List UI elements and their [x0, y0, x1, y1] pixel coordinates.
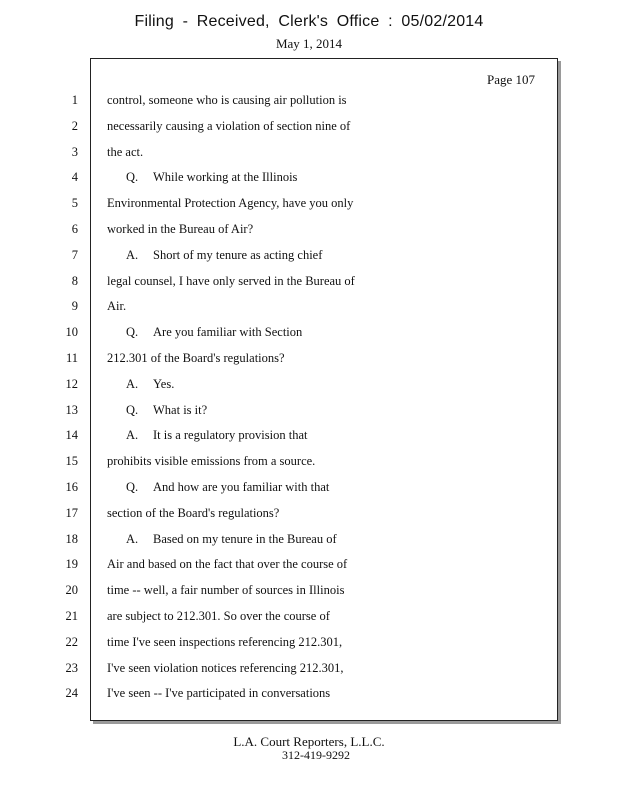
- speaker-marker: A.: [126, 428, 139, 443]
- transcript-line: [107, 165, 547, 191]
- line-text: control, someone who is causing air pollution is: [107, 93, 347, 107]
- line-number: 24: [65, 686, 78, 701]
- line-text: time I've seen inspections referencing 212.301,: [107, 634, 343, 649]
- line-number: 13: [65, 402, 78, 417]
- line-number: 1: [71, 93, 78, 107]
- line-text: are subject to 212.301. So over the course of: [107, 608, 330, 623]
- line-number: 19: [65, 557, 78, 572]
- line-number: 8: [71, 273, 78, 288]
- line-number: 4: [71, 170, 78, 185]
- transcript-line: [107, 423, 547, 449]
- line-text: Are you familiar with Section: [153, 325, 303, 340]
- line-text: Environmental Protection Agency, have you only: [107, 196, 354, 211]
- transcript-line: [107, 269, 547, 295]
- line-text: Yes.: [153, 376, 175, 391]
- line-text: 212.301 of the Board's regulations?: [107, 350, 285, 365]
- transcript-line: [107, 475, 547, 501]
- transcript-line: [107, 578, 547, 604]
- transcript-line: [107, 604, 547, 630]
- line-number: 20: [65, 583, 78, 598]
- transcript-line: [107, 140, 547, 166]
- line-number: 3: [71, 144, 78, 159]
- line-number: 6: [71, 221, 78, 236]
- line-text: And how are you familiar with that: [153, 479, 330, 494]
- transcript-line: [107, 501, 547, 527]
- line-text: the act.: [107, 144, 144, 159]
- line-number-column: [0, 88, 86, 707]
- line-number: 12: [65, 376, 78, 391]
- line-text: Based on my tenure in the Bureau of: [153, 531, 337, 546]
- speaker-marker: Q.: [126, 402, 139, 417]
- line-text: Short of my tenure as acting chief: [153, 247, 323, 262]
- transcript-line: [107, 243, 547, 269]
- line-text: prohibits visible emissions from a source.: [107, 454, 316, 469]
- transcript-line: [107, 346, 547, 372]
- line-number: 14: [65, 428, 78, 443]
- speaker-marker: A.: [126, 376, 139, 391]
- line-text: I've seen violation notices referencing 212.301,: [107, 660, 344, 675]
- transcript-line: [107, 630, 547, 656]
- line-number: 11: [65, 350, 78, 365]
- transcript-line: [107, 398, 547, 424]
- court-reporter-phone: 312-419-9292: [282, 748, 350, 762]
- filing-stamp: Filing - Received, Clerk's Office : 05/02/2014: [134, 13, 484, 30]
- transcript-line: [107, 88, 547, 114]
- line-number: 2: [71, 118, 78, 133]
- line-number: 9: [71, 299, 78, 314]
- transcript-text: [107, 88, 547, 707]
- transcript-line: [107, 191, 547, 217]
- speaker-marker: Q.: [126, 170, 139, 185]
- line-text: It is a regulatory provision that: [153, 428, 308, 443]
- transcript-line: [107, 552, 547, 578]
- line-number: 23: [65, 660, 78, 675]
- line-text: time -- well, a fair number of sources in Illinois: [107, 583, 345, 598]
- line-number: 17: [65, 505, 78, 520]
- speaker-marker: Q.: [126, 325, 139, 340]
- transcript-line: [107, 320, 547, 346]
- hearing-date: May 1, 2014: [275, 36, 343, 51]
- line-text: section of the Board's regulations?: [107, 505, 280, 520]
- line-text: While working at the Illinois: [153, 170, 298, 185]
- line-text: I've seen -- I've participated in conversations: [107, 686, 331, 701]
- transcript-line: [107, 294, 547, 320]
- transcript-line: [107, 527, 547, 553]
- line-number: 10: [65, 325, 78, 340]
- line-text: Air.: [107, 299, 127, 314]
- line-number: 22: [65, 634, 78, 649]
- transcript-line: [107, 656, 547, 682]
- line-text: necessarily causing a violation of section nine of: [107, 118, 351, 133]
- line-text: What is it?: [153, 402, 208, 417]
- speaker-marker: A.: [126, 531, 139, 546]
- line-number: 15: [65, 454, 78, 469]
- line-number: 18: [65, 531, 78, 546]
- page-number: Page 107: [486, 72, 535, 87]
- line-number: 21: [65, 608, 78, 623]
- speaker-marker: Q.: [126, 479, 139, 494]
- line-number: 7: [71, 247, 78, 262]
- line-text: Air and based on the fact that over the course of: [107, 557, 348, 572]
- transcript-line: [107, 217, 547, 243]
- transcript-line: [107, 449, 547, 475]
- line-number: 5: [71, 196, 78, 211]
- transcript-line: [107, 681, 547, 707]
- court-reporter-name: L.A. Court Reporters, L.L.C.: [233, 734, 385, 749]
- line-text: worked in the Bureau of Air?: [107, 221, 254, 236]
- transcript-line: [107, 372, 547, 398]
- transcript-line: [107, 114, 547, 140]
- line-text: legal counsel, I have only served in the Bureau of: [107, 273, 355, 288]
- speaker-marker: A.: [126, 247, 139, 262]
- line-number: 16: [65, 479, 78, 494]
